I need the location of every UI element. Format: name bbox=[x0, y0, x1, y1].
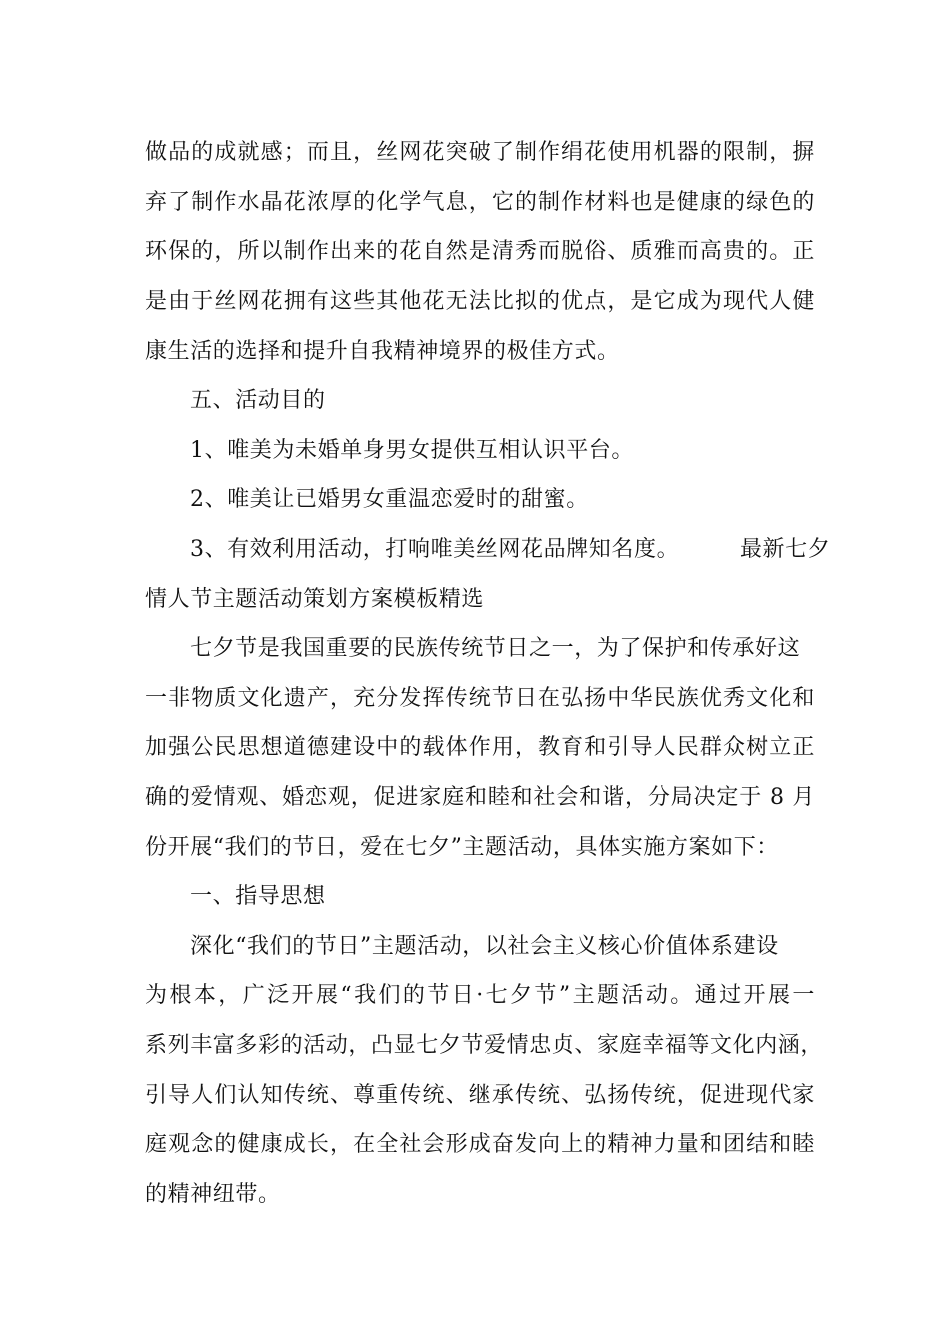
paragraph-line: 康生活的选择和提升自我精神境界的极佳方式。 bbox=[145, 339, 620, 364]
paragraph-line: 做品的成就感；而且，丝网花突破了制作绢花使用机器的限制，摒 bbox=[145, 140, 815, 165]
paragraph-line: 一非物质文化遗产，充分发挥传统节日在弘扬中华民族优秀文化和 bbox=[145, 686, 815, 711]
paragraph-line: 环保的，所以制作出来的花自然是清秀而脱俗、质雅而高贵的。正 bbox=[145, 239, 815, 264]
list-item: 3、有效利用活动，打响唯美丝网花品牌知名度。 最新七夕 bbox=[190, 537, 831, 562]
paragraph-line: 引导人们认知传统、尊重传统、继承传统、弘扬传统，促进现代家 bbox=[145, 1083, 815, 1108]
paragraph-line: 弃了制作水晶花浓厚的化学气息，它的制作材料也是健康的绿色的 bbox=[145, 190, 815, 215]
paragraph-line: 份开展“我们的节日，爱在七夕”主题活动，具体实施方案如下： bbox=[145, 835, 779, 860]
paragraph-line: 庭观念的健康成长，在全社会形成奋发向上的精神力量和团结和睦 bbox=[145, 1132, 815, 1157]
paragraph-line: 加强公民思想道德建设中的载体作用，教育和引导人民群众树立正 bbox=[145, 735, 815, 760]
paragraph-line: 为根本，广泛开展“我们的节日·七夕节”主题活动。通过开展一 bbox=[145, 983, 815, 1008]
section-heading: 五、活动目的 bbox=[190, 388, 326, 413]
list-item: 2、唯美让已婚男女重温恋爱时的甜蜜。 bbox=[190, 487, 589, 512]
paragraph-line: 深化“我们的节日”主题活动，以社会主义核心价值体系建设 bbox=[190, 934, 779, 959]
paragraph-line: 的精神纽带。 bbox=[145, 1182, 281, 1207]
paragraph-line: 七夕节是我国重要的民族传统节日之一，为了保护和传承好这 bbox=[190, 636, 801, 661]
document-title-line: 情人节主题活动策划方案模板精选 bbox=[145, 587, 485, 612]
list-item: 1、唯美为未婚单身男女提供互相认识平台。 bbox=[190, 438, 634, 463]
paragraph-line: 确的爱情观、婚恋观，促进家庭和睦和社会和谐，分局决定于 8 月 bbox=[145, 785, 815, 810]
paragraph-line: 是由于丝网花拥有这些其他花无法比拟的优点，是它成为现代人健 bbox=[145, 289, 815, 314]
paragraph-line: 系列丰富多彩的活动，凸显七夕节爱情忠贞、家庭幸福等文化内涵， bbox=[145, 1033, 824, 1058]
section-heading: 一、指导思想 bbox=[190, 884, 326, 909]
